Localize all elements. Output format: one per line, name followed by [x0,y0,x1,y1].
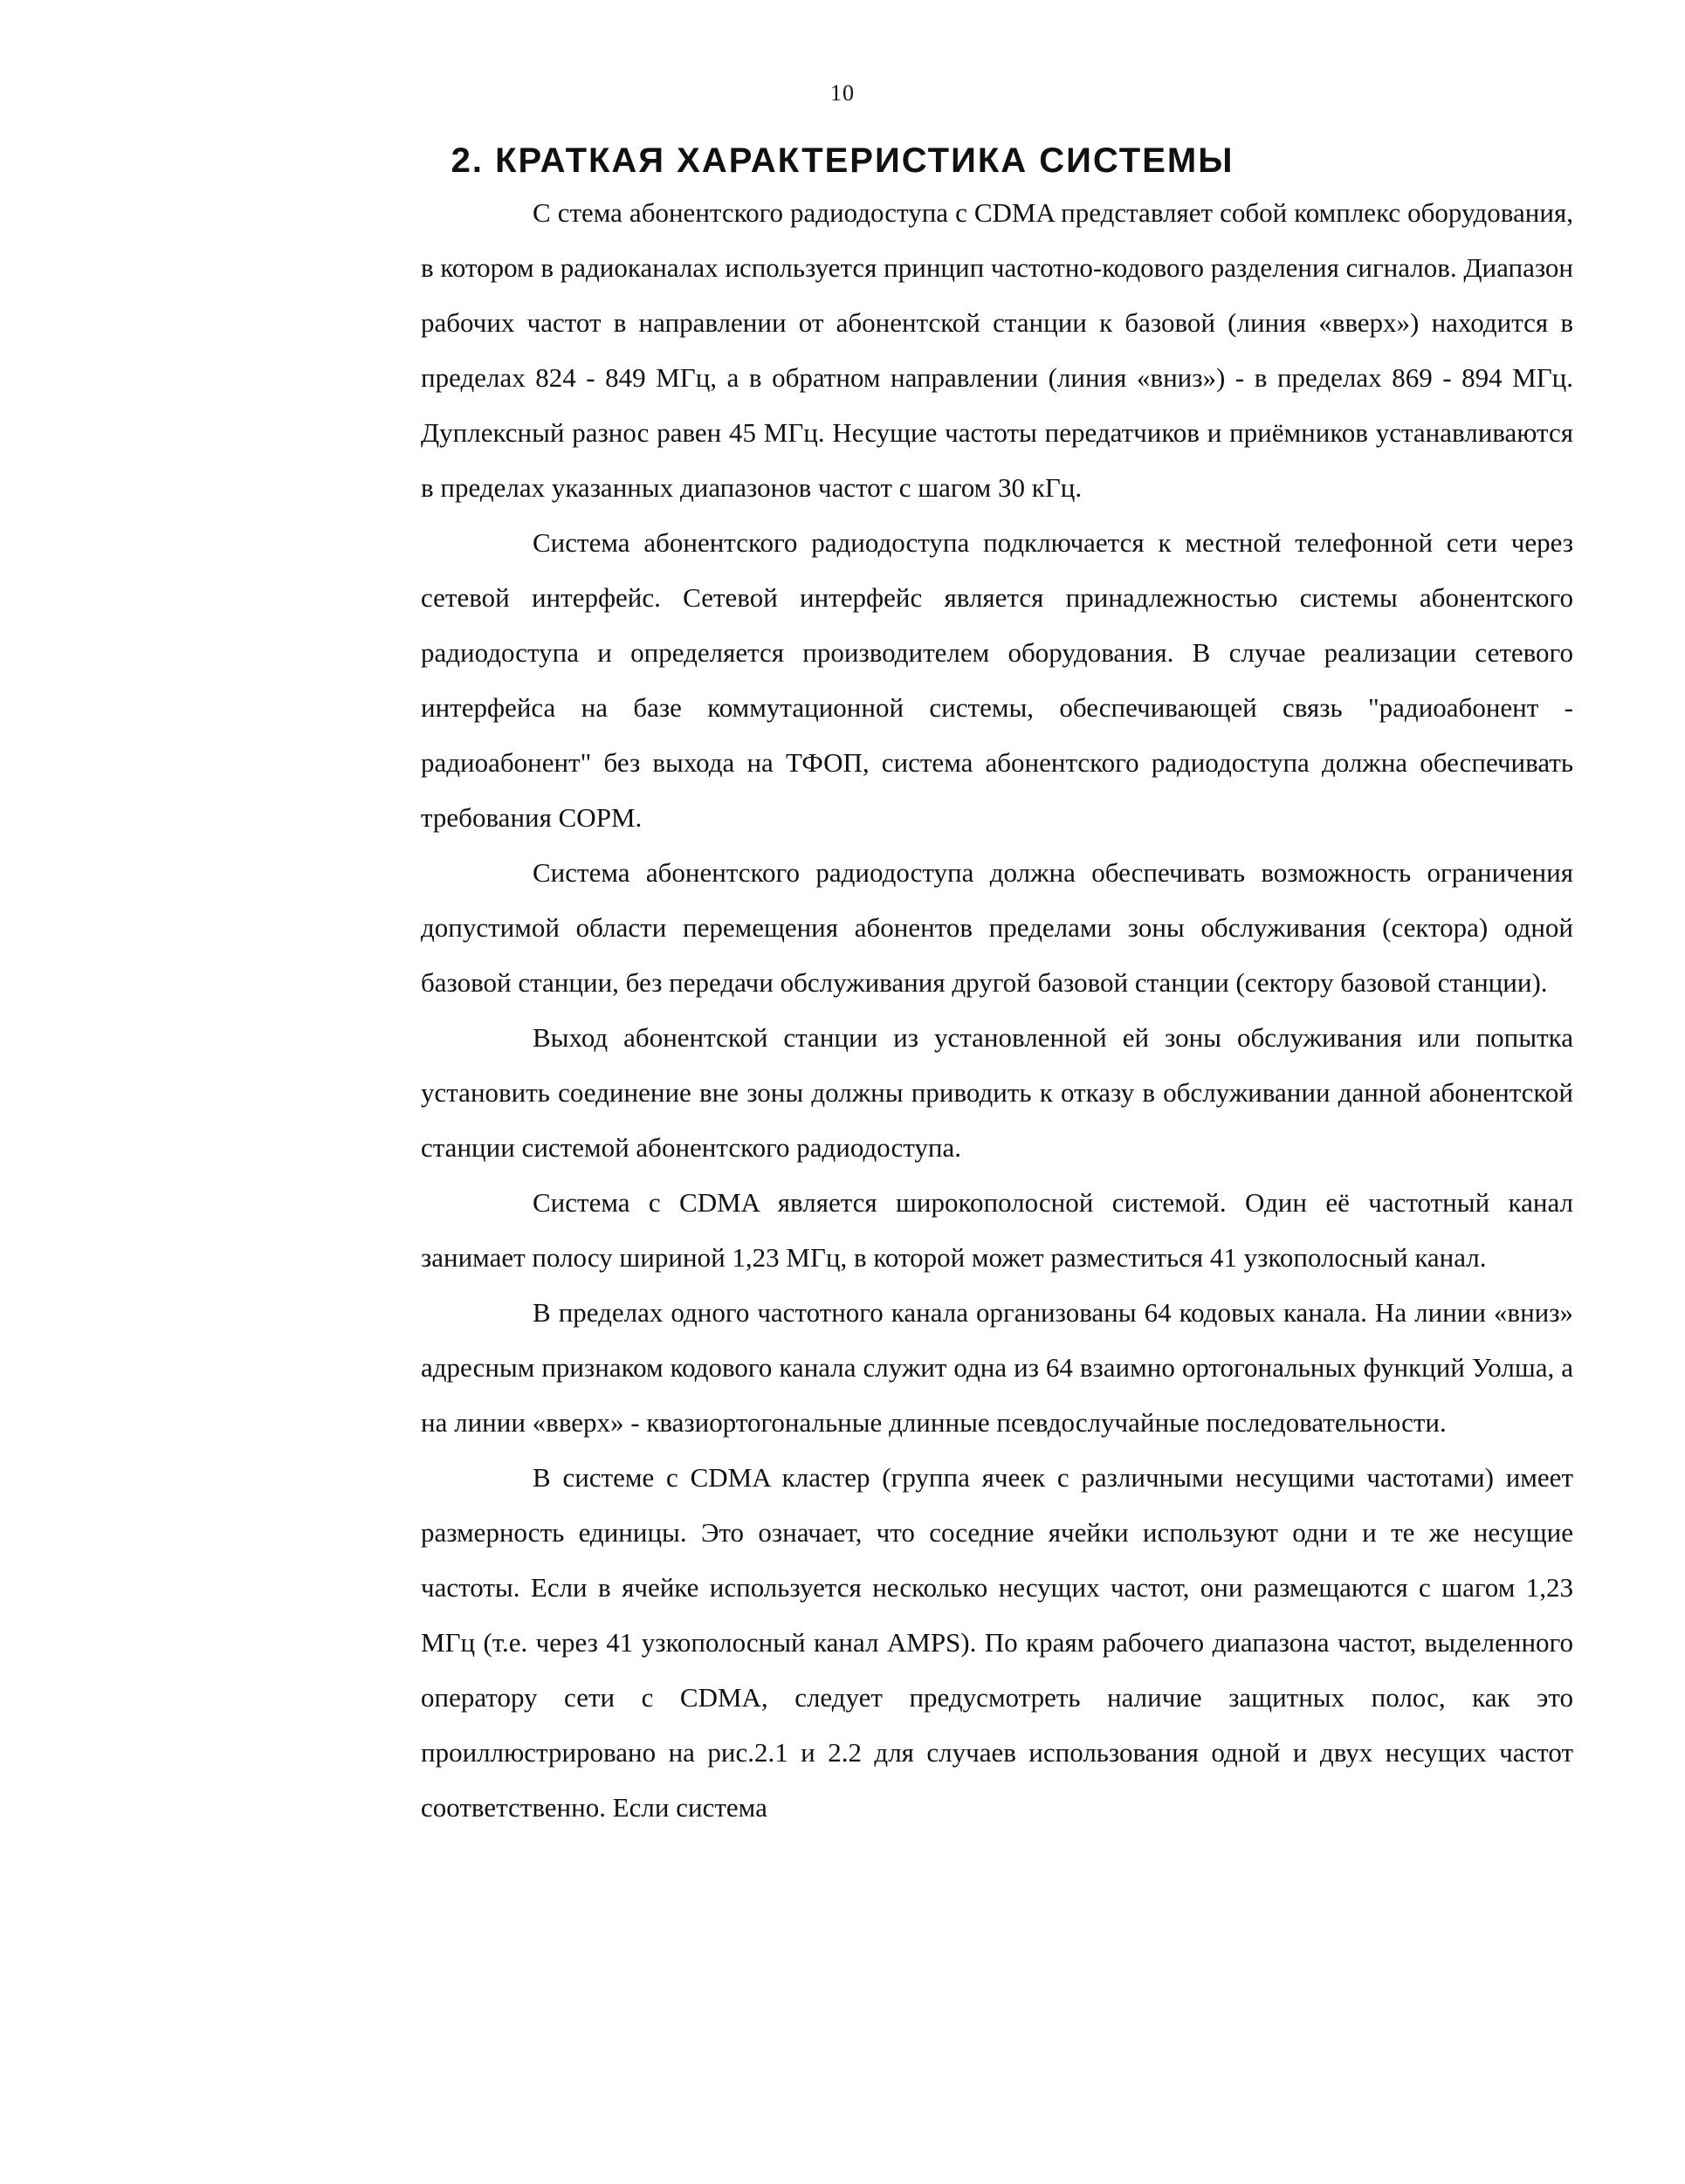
section-title: 2. КРАТКАЯ ХАРАКТЕРИСТИКА СИСТЕМЫ [450,141,1235,180]
paragraph-7: В системе с CDMA кластер (группа ячеек с различными несущими частотами) имеет размерность единицы. Это означает, что соседние ячейки используют одни и те же несущие частоты. Если в ячейке используется несколько несущих частот, они размещаются с шагом 1,23 МГц (т.е. через 41 узкополосный канал AMPS). По краям рабочего диапазона частот, выделенного оператору сети с CDMA, следует предусмотреть наличие защитных полос, как это проиллюстрировано на рис.2.1 и 2.2 для случаев использования одной и двух несущих частот соответственно. Если система [421,1462,1573,1823]
paragraph-1: С стема абонентского радиодоступа с CDMA представляет собой комплекс оборудования, в котором в радиоканалах используется принцип частотно-кодового разделения сигналов. Диапазон рабочих частот в направлении от абонентской станции к базовой (линия «вверх») находится в пределах 824 - 849 МГц, а в обратном направлении (линия «вниз») - в пределах 869 - 894 МГц. Дуплексный разнос равен 45 МГц. Несущие частоты передатчиков и приёмников устанавливаются в пределах указанных диапазонов частот с шагом 30 кГц. [421,197,1573,503]
body-text [421,185,1573,1835]
page-number: 10 [830,80,855,106]
paragraph-2: Система абонентского радиодоступа подключается к местной телефонной сети через сетевой интерфейс. Сетевой интерфейс является принадлежностью системы абонентского радиодоступа и определяется производителем оборудования. В случае реализации сетевого интерфейса на базе коммутационной системы, обеспечивающей связь "радиоабонент - радиоабонент" без выхода на ТФОП, система абонентского радиодоступа должна обеспечивать требования СОРМ. [421,527,1573,833]
paragraph-4: Выход абонентской станции из установленной ей зоны обслуживания или попытка установить соединение вне зоны должны приводить к отказу в обслуживании данной абонентской станции системой абонентского радиодоступа. [421,1022,1573,1163]
paragraph-6: В пределах одного частотного канала организованы 64 кодовых канала. На линии «вниз» адресным признаком кодового канала служит одна из 64 взаимно ортогональных функций Уолша, а на линии «вверх» - квазиортогональные длинные псевдослучайные последовательности. [421,1297,1573,1438]
paragraph-5: Система с CDMA является широкополосной системой. Один её частотный канал занимает полосу шириной 1,23 МГц, в которой может разместиться 41 узкополосный канал. [421,1187,1573,1273]
paragraph-3: Система абонентского радиодоступа должна обеспечивать возможность ограничения допустимой области перемещения абонентов пределами зоны обслуживания (сектора) одной базовой станции, без передачи обслуживания другой базовой станции (сектору базовой станции). [421,857,1573,998]
